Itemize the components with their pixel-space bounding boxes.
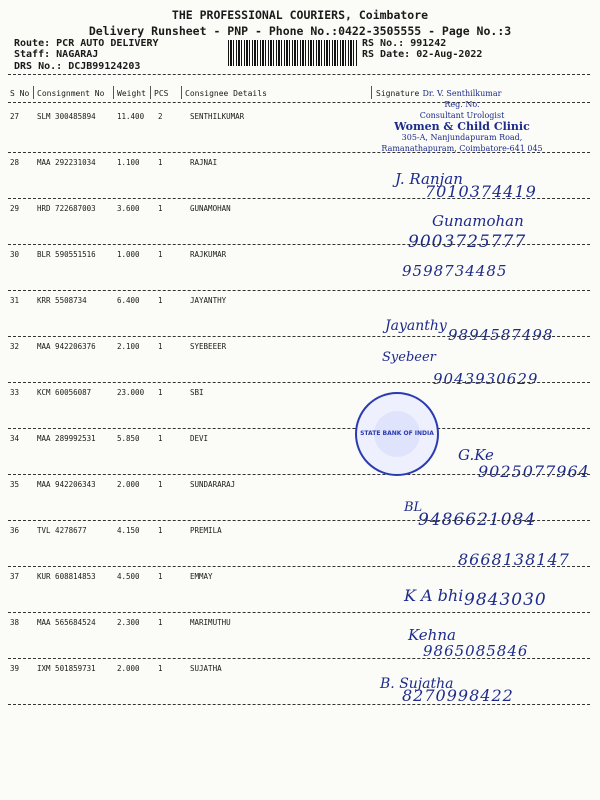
col-consignment: Consignment No [37,89,105,98]
row-divider [8,198,590,199]
row-consignee-name: SBI [190,388,204,397]
row-consignee-name: SENTHILKUMAR [190,112,245,121]
row-sno: 34 [10,434,20,443]
row-divider [8,612,590,613]
row-handwritten-phone: 8668138147 [458,550,570,569]
row-consignment-no: IXM 501859731 [37,664,96,673]
row-handwritten-phone: 9598734485 [402,262,508,280]
row-consignee-name: EMMAY [190,572,213,581]
row-consignee-name: RAJNAI [190,158,218,167]
row-weight: 5.850 [117,434,140,443]
row-pcs: 1 [158,618,163,627]
company-title: THE PROFESSIONAL COURIERS, Coimbatore [171,8,429,22]
row-consignee-name: PREMILA [190,526,222,535]
rs-date-line: RS Date: 02-Aug-2022 [362,49,483,60]
row-pcs: 1 [158,250,163,259]
row-handwritten-phone: 7010374419 [425,182,537,201]
row-weight: 4.500 [117,572,140,581]
row-consignee-name: GUNAMOHAN [190,204,231,213]
row-consignment-no: HRD 722687003 [37,204,96,213]
row-handwritten-phone: 8270998422 [402,686,514,705]
row-weight: 2.000 [117,664,140,673]
row-consignee-name: JAYANTHY [190,296,227,305]
signature-37: K A bhi [404,586,464,605]
row-handwritten-phone: 9843030 [464,590,547,610]
row-consignment-no: KRR 5508734 [37,296,87,305]
row-consignee-name: DEVI [190,434,209,443]
row-sno: 39 [10,664,20,673]
row-consignment-no: MAA 565684524 [37,618,96,627]
row-weight: 3.600 [117,204,140,213]
row-pcs: 1 [158,342,163,351]
signature-34: G.Ke [458,446,494,464]
row-consignee-name: SUJATHA [190,664,222,673]
runsheet-title: Delivery Runsheet - PNP - Phone No.:0422-3505555 - Page No.:3 [88,24,512,38]
row-consignment-no: MAA 942206376 [37,342,96,351]
staff-line: Staff: NAGARAJ [14,49,99,60]
row-consignment-no: TVL 4278677 [37,526,87,535]
col-weight: Weight [117,89,146,98]
row-pcs: 1 [158,480,163,489]
row-pcs: 1 [158,158,163,167]
row-consignment-no: SLM 300485894 [37,112,96,121]
row-weight: 1.000 [117,250,140,259]
row-sno: 29 [10,204,20,213]
row-sno: 27 [10,112,20,121]
row-weight: 11.400 [117,112,145,121]
row-divider [8,474,590,475]
row-divider [8,566,590,567]
col-signature: Signature [376,89,420,98]
row-sno: 36 [10,526,20,535]
drs-line: DRS No.: DCJB99124203 [14,61,141,72]
row-sno: 28 [10,158,20,167]
row-weight: 1.100 [117,158,140,167]
row-divider [8,336,590,337]
signature-29: Gunamohan [432,212,524,230]
row-pcs: 1 [158,296,163,305]
signature-32: Syebeer [382,350,436,365]
row-divider [8,290,590,291]
row-weight: 2.000 [117,480,140,489]
row-pcs: 2 [158,112,163,121]
row-pcs: 1 [158,434,163,443]
signature-35: BL [404,500,423,515]
row-pcs: 1 [158,204,163,213]
row-sno: 37 [10,572,20,581]
rs-no-line: RS No.: 991242 [362,38,447,49]
row-weight: 23.000 [117,388,145,397]
header-divider [8,74,590,75]
row-consignment-no: MAA 942206343 [37,480,96,489]
row-sno: 33 [10,388,20,397]
row-handwritten-phone: 9486621084 [418,510,537,530]
row-handwritten-phone: 9894587498 [448,326,554,344]
col-consignee: Consignee Details [185,89,267,98]
signature-39: B. Sujatha [380,676,454,692]
row-sno: 35 [10,480,20,489]
col-pcs: PCS [154,89,169,98]
row-sno: 30 [10,250,20,259]
row-consignee-name: MARIMUTHU [190,618,231,627]
row-weight: 6.400 [117,296,140,305]
row-divider [8,520,590,521]
row-sno: 38 [10,618,20,627]
row-divider [8,658,590,659]
row-weight: 2.300 [117,618,140,627]
row-sno: 31 [10,296,20,305]
row-handwritten-phone: 9043930629 [433,370,539,388]
row-divider [8,428,590,429]
row-consignment-no: KUR 608814853 [37,572,96,581]
row-consignment-no: KCM 60056087 [37,388,92,397]
row-consignment-no: MAA 289992531 [37,434,96,443]
signature-28: J. Ranjan [395,170,463,188]
row-pcs: 1 [158,572,163,581]
row-consignee-name: RAJKUMAR [190,250,227,259]
row-consignment-no: BLR 590551516 [37,250,96,259]
barcode [228,40,358,66]
route-line: Route: PCR AUTO DELIVERY [14,38,159,49]
row-pcs: 1 [158,526,163,535]
row-weight: 4.150 [117,526,140,535]
bank-stamp: STATE BANK OF INDIA [355,392,439,476]
row-divider [8,244,590,245]
row-weight: 2.100 [117,342,140,351]
row-divider [8,382,590,383]
clinic-stamp: Dr. V. Senthilkumar Reg. No. Consultant Urologist Women & Child Clinic 305-A, Nanjundapuram Road, Ramanathapuram, Coimbatore-641 045 [381,89,543,153]
signature-38: Kehna [408,626,456,644]
signature-31: Jayanthy [385,318,447,334]
row-sno: 32 [10,342,20,351]
row-pcs: 1 [158,664,163,673]
row-divider [8,704,590,705]
row-handwritten-phone: 9025077964 [478,462,590,481]
col-sno: S No [10,89,30,98]
row-consignment-no: MAA 292231034 [37,158,96,167]
row-handwritten-phone: 9865085846 [423,642,529,660]
row-consignee-name: SUNDARARAJ [190,480,236,489]
row-pcs: 1 [158,388,163,397]
row-consignee-name: SYEBEEER [190,342,227,351]
row-handwritten-phone: 9003725777 [408,232,527,252]
